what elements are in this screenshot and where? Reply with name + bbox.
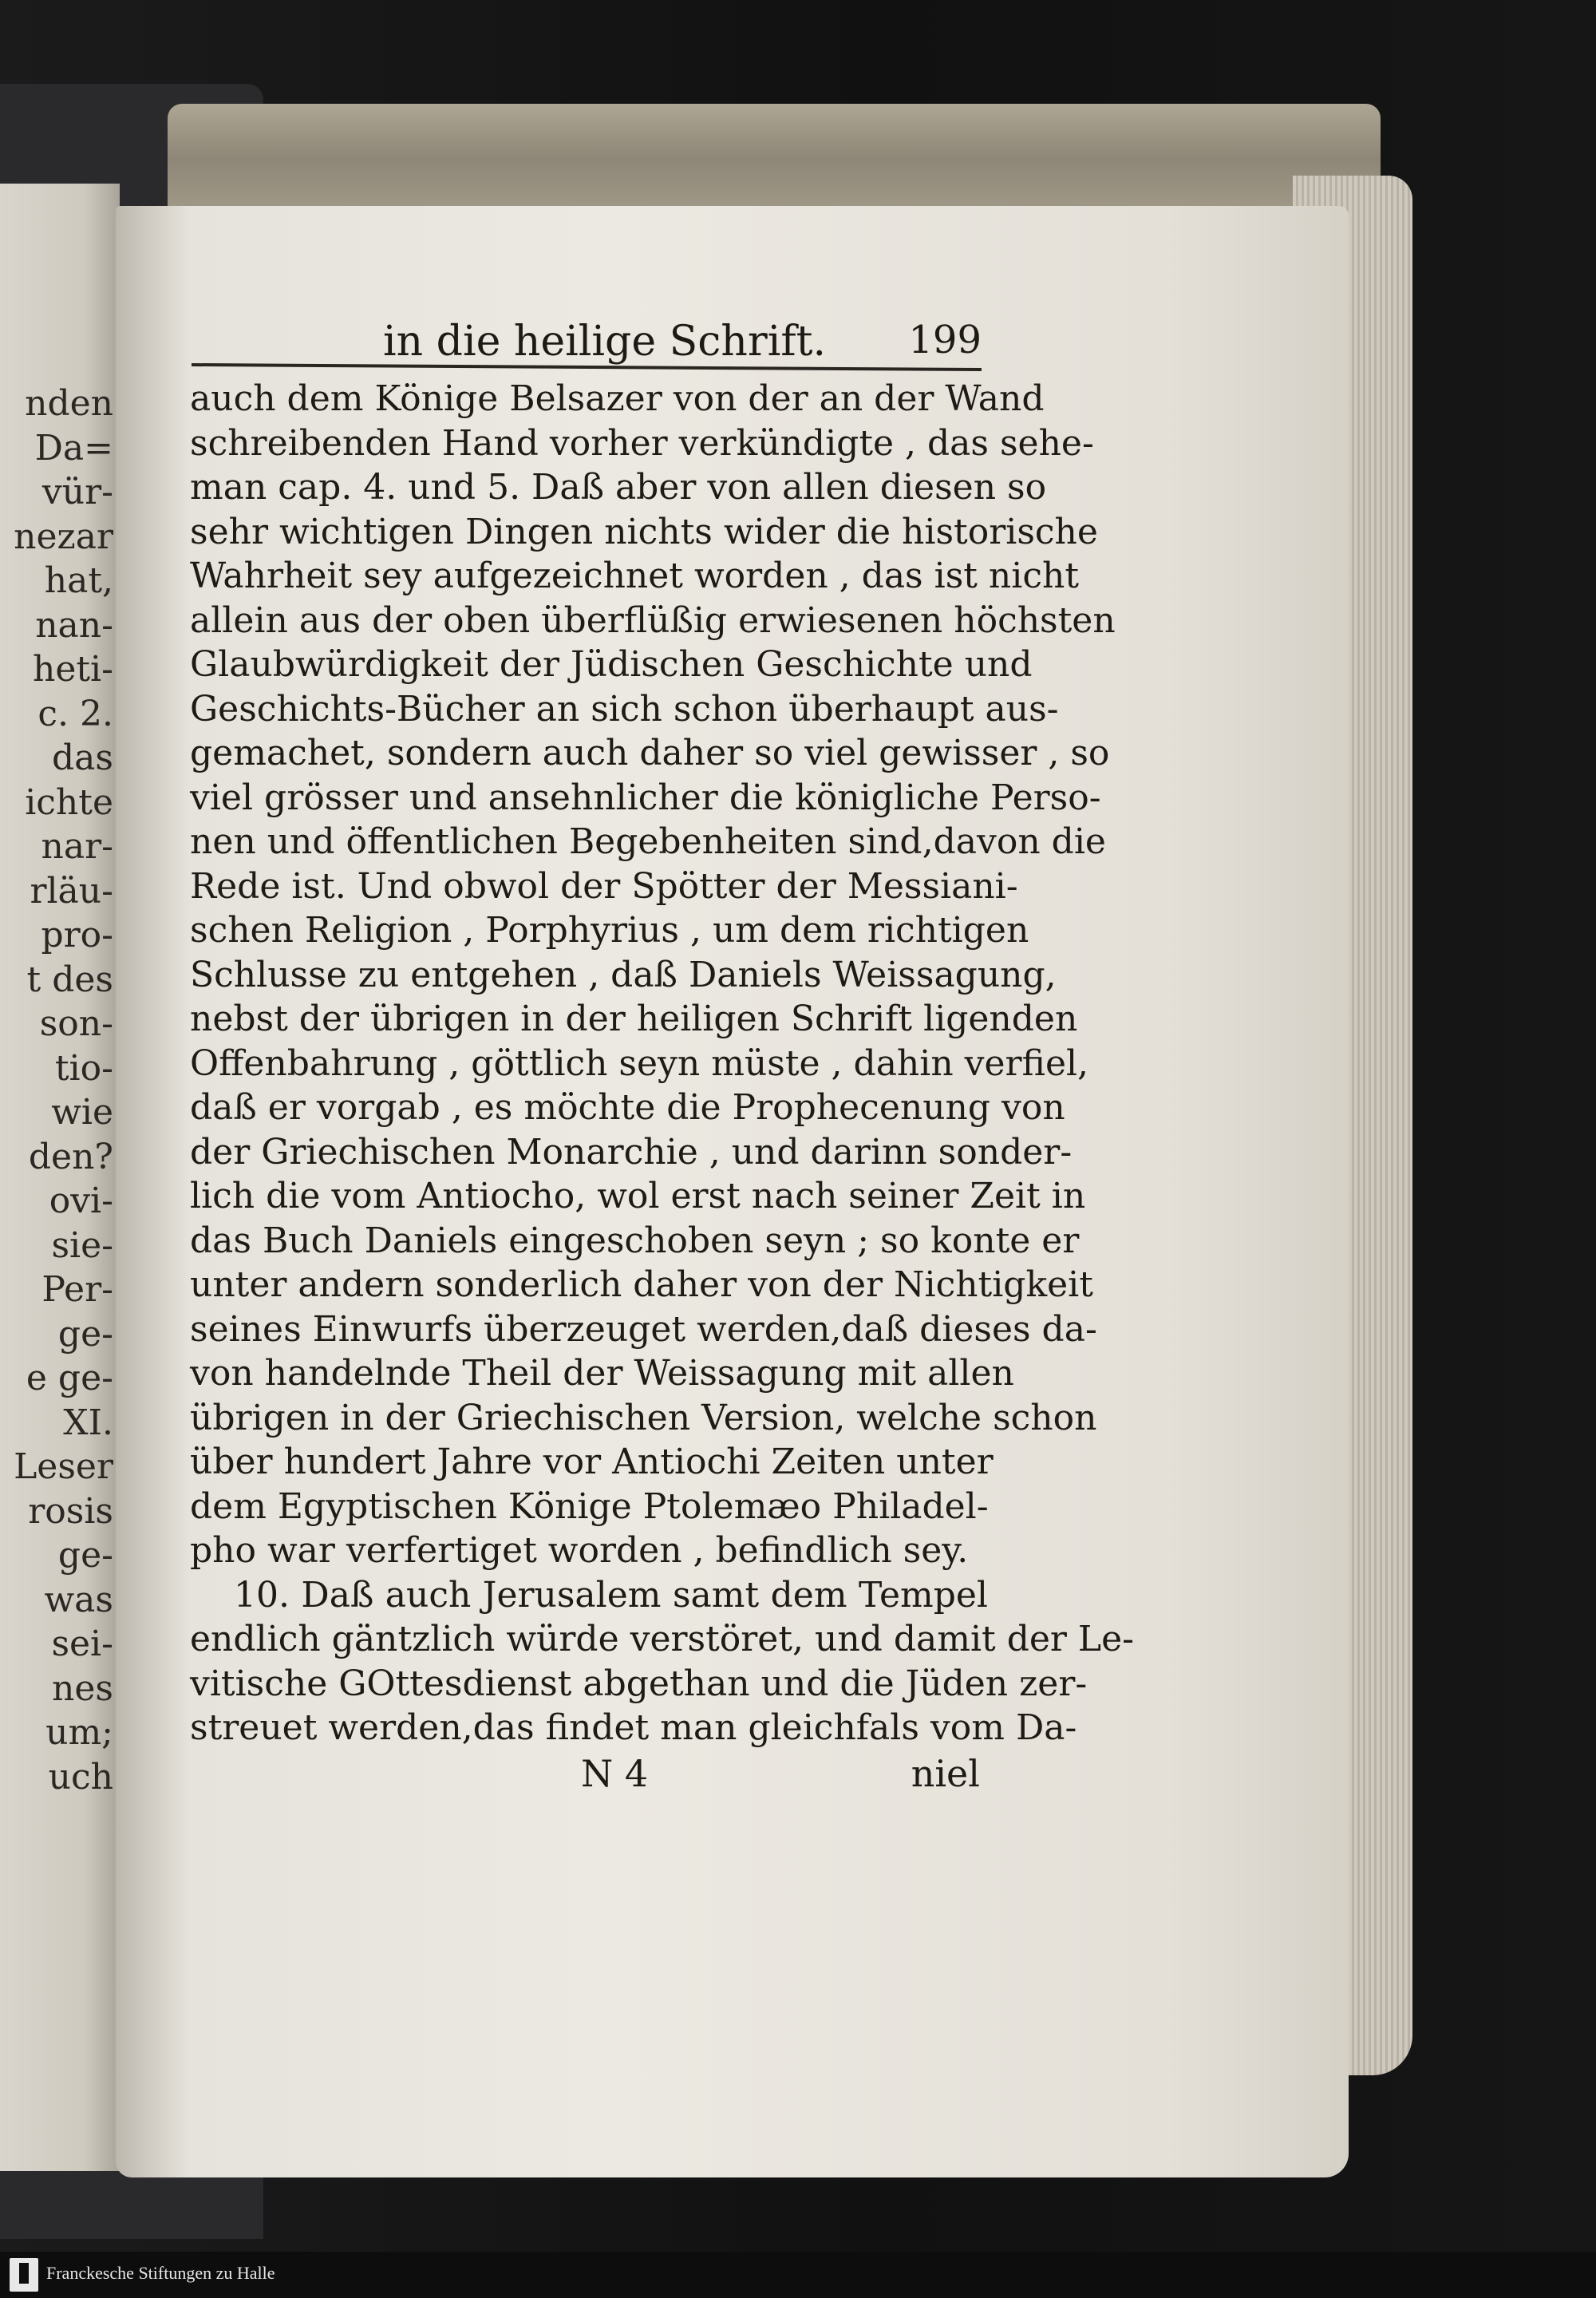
text-line: endlich gäntzlich würde verstöret, und damit der Le-	[190, 1619, 1135, 1659]
left-page-line: ichte	[25, 781, 113, 823]
text-line: gemachet, sondern auch daher so viel gewisser , so	[190, 733, 1110, 773]
text-line: das Buch Daniels eingeschoben seyn ; so konte er	[190, 1220, 1080, 1261]
left-page-line: ge-	[57, 1535, 113, 1576]
signature-mark: N 4	[581, 1752, 649, 1795]
text-line: Offenbahrung , göttlich seyn müste , dahin verfiel,	[190, 1042, 1089, 1084]
francke-foundation-logo-icon	[10, 2258, 38, 2292]
left-page-line: rosis	[28, 1490, 113, 1532]
left-page-line: ge-	[57, 1313, 113, 1355]
left-page-line: vür-	[41, 472, 113, 512]
left-page-line: sie-	[51, 1224, 113, 1266]
page-footer	[190, 1752, 980, 1800]
left-page-line: den?	[28, 1136, 113, 1177]
catchword: niel	[911, 1752, 980, 1795]
text-line: nen und öffentlichen Begebenheiten sind,davon die	[190, 821, 1106, 862]
text-line: unter andern sonderlich daher von der Nichtigkeit	[190, 1264, 1093, 1305]
left-page-line: wie	[51, 1092, 113, 1133]
text-line: daß er vorgab , es möchte die Prophecenung von	[190, 1087, 1065, 1128]
left-page-line: pro-	[41, 915, 113, 955]
left-page-line: Leser	[14, 1446, 113, 1487]
page-block-top-edge	[168, 104, 1381, 216]
text-line: vitische GOttesdienst abgethan und die Jüden zer-	[190, 1663, 1088, 1704]
left-page-line: nar-	[41, 826, 113, 867]
text-line: streuet werden,das findet man gleichfals vom Da-	[190, 1707, 1077, 1748]
left-page-line: t des	[26, 959, 113, 1000]
text-line: schen Religion , Porphyrius , um dem richtigen	[190, 910, 1029, 951]
left-page-line: ovi-	[49, 1181, 113, 1221]
left-page-line: tio-	[54, 1047, 113, 1089]
text-line: auch dem Könige Belsazer von der an der Wand	[190, 378, 1045, 419]
text-line: Rede ist. Und obwol der Spötter der Messiani-	[190, 865, 1018, 907]
text-line: seines Einwurfs überzeuget werden,daß dieses da-	[190, 1308, 1097, 1350]
page-header	[192, 318, 982, 374]
left-page-line: was	[44, 1579, 113, 1620]
text-line: viel grösser und ansehnlicher die königliche Perso-	[190, 777, 1101, 818]
left-page-line: uch	[48, 1756, 113, 1798]
archive-name: Franckesche Stiftungen zu Halle	[46, 2263, 275, 2283]
text-line: man cap. 4. und 5. Daß aber von allen diesen so	[190, 467, 1047, 508]
text-line: der Griechischen Monarchie , und darinn sonder-	[190, 1131, 1073, 1173]
archive-footer-bar	[0, 2252, 1596, 2298]
text-line: sehr wichtigen Dingen nichts wider die historische	[190, 511, 1098, 552]
text-line: pho war verfertiget worden , befindlich sey.	[190, 1530, 969, 1571]
left-page-line: hat,	[44, 560, 113, 601]
text-line: Geschichts-Bücher an sich schon überhaupt aus-	[190, 688, 1059, 730]
left-page-line: nan-	[35, 604, 113, 646]
left-page-line: um;	[45, 1712, 113, 1753]
left-page-line: Da=	[34, 427, 113, 469]
running-head: in die heilige Schrift.	[383, 318, 827, 366]
text-line: von handelnde Theil der Weissagung mit allen	[190, 1353, 1014, 1394]
left-page-line: das	[52, 738, 113, 778]
text-line: schreibenden Hand vorher verkündigte , das sehe-	[190, 422, 1094, 464]
text-line: Wahrheit sey aufgezeichnet worden , das ist nicht	[190, 556, 1080, 596]
text-line: Glaubwürdigkeit der Jüdischen Geschichte und	[190, 644, 1033, 685]
left-page-line: son-	[39, 1003, 113, 1044]
text-line: über hundert Jahre vor Antiochi Zeiten unter	[190, 1442, 994, 1482]
left-page-line: Per-	[41, 1269, 113, 1310]
text-line: dem Egyptischen Könige Ptolemæo Philadel-	[190, 1485, 989, 1527]
left-page-line: heti-	[33, 649, 113, 690]
left-page-line: nes	[52, 1667, 113, 1709]
text-line: 10. Daß auch Jerusalem samt dem Tempel	[234, 1574, 988, 1616]
text-line: nebst der übrigen in der heiligen Schrift ligenden	[190, 999, 1078, 1039]
text-line: allein aus der oben überflüßig erwiesenen höchsten	[190, 599, 1116, 641]
left-page-line: rläu-	[30, 870, 113, 912]
page-number: 199	[908, 318, 982, 362]
left-page-line: XI.	[63, 1402, 113, 1443]
body-text	[190, 377, 1135, 1750]
text-line: Schlusse zu entgehen , daß Daniels Weissagung,	[190, 954, 1057, 995]
left-page-line: e ge-	[26, 1358, 113, 1398]
text-line: lich die vom Antiocho, wol erst nach seiner Zeit in	[190, 1176, 1086, 1216]
left-page-line: sei-	[51, 1624, 113, 1664]
text-line: übrigen in der Griechischen Version, welche schon	[190, 1397, 1097, 1438]
left-page-line: nden	[25, 383, 113, 424]
left-page-line: c. 2.	[38, 693, 113, 734]
left-page-line: nezar	[14, 516, 113, 557]
left-page-fragment	[0, 184, 120, 2171]
